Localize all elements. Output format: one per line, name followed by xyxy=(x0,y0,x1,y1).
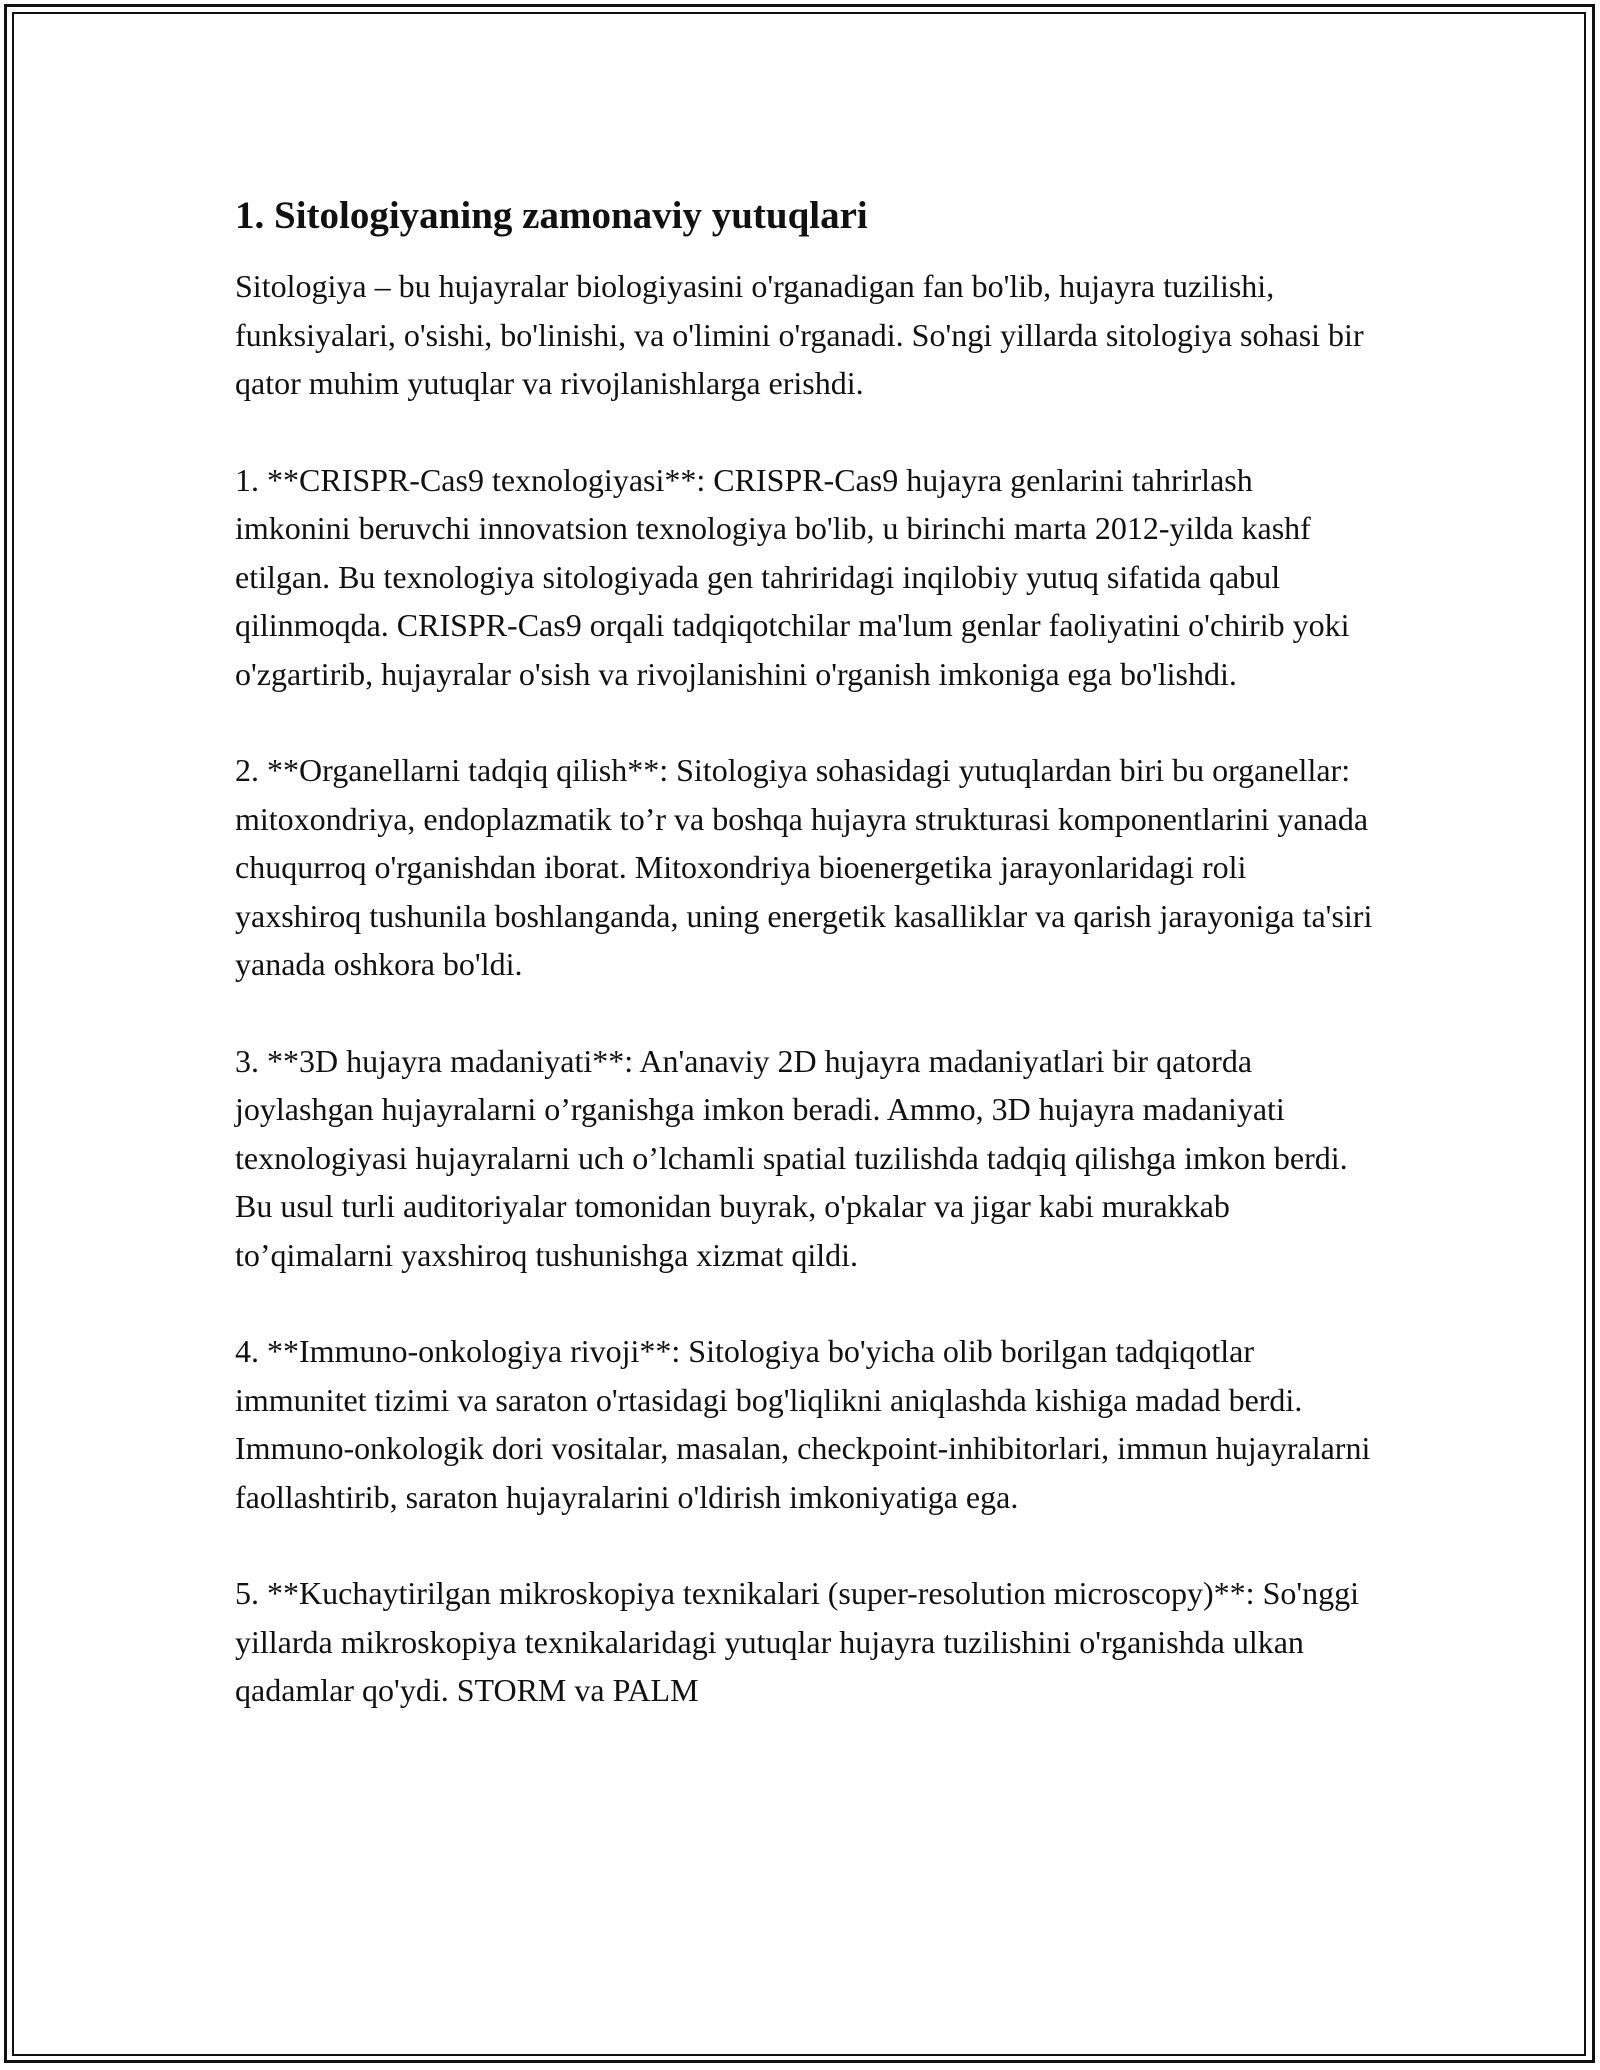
document-title: 1. Sitologiyaning zamonaviy yutuqlari xyxy=(235,194,868,237)
paragraph-crispr: 1. **CRISPR-Cas9 texnologiyasi**: CRISPR-Cas9 hujayra genlarini tahrirlash imkonini beruvchi innovatsion texnologiya bo'lib, u birinchi marta 2012-yilda kashf etilgan. Bu texnologiya sitologiyada gen tahriridagi inqilobiy yutuq sifatida qabul qilinmoqda. CRISPR-Cas9 orqali tadqiqotchilar ma'lum genlar faoliyatini o'chirib yoki o'zgartirib, hujayralar o'sish va rivojlanishini o'rganish imkoniga ega bo'lishdi. xyxy=(235,461,1350,692)
intro-paragraph: Sitologiya – bu hujayralar biologiyasini o'rganadigan fan bo'lib, hujayra tuzilishi, funksiyalari, o'sishi, bo'linishi, va o'limini o'rganadi. So'ngi yillarda sitologiya sohasi bir qator muhim yutuqlar va rivojlanishlarga erishdi. xyxy=(235,268,1364,401)
paragraph-3d-culture: 3. **3D hujayra madaniyati**: An'anaviy 2D hujayra madaniyatlari bir qatorda joylashgan hujayralarni o’rganishga imkon beradi. Ammo, 3D hujayra madaniyati texnologiyasi hujayralarni uch o’lchamli spatial tuzilishda tadqiq qilishga imkon berdi. Bu usul turli auditoriyalar tomonidan buyrak, o'pkalar va jigar kabi murakkab to’qimalarni yaxshiroq tushunishga xizmat qildi. xyxy=(235,1042,1348,1273)
paragraph-microscopy: 5. **Kuchaytirilgan mikroskopiya texnikalari (super-resolution microscopy)**: So'nggi yillarda mikroskopiya texnikalaridagi yutuqlar hujayra tuzilishini o'rganishda ulkan qadamlar qo'ydi. STORM va PALM xyxy=(235,1575,1360,1708)
paragraph-organelles: 2. **Organellarni tadqiq qilish**: Sitologiya sohasidagi yutuqlardan biri bu organellar: mitoxondriya, endoplazmatik to’r va boshqa hujayra strukturasi komponentlarini yanada chuqurroq o'rganishdan iborat. Mitoxondriya bioenergetika jarayonlaridagi roli yaxshiroq tushunila boshlanganda, uning energetik kasalliklar va qarish jarayoniga ta'siri yanada oshkora bo'ldi. xyxy=(235,752,1373,982)
paragraph-immuno-oncology: 4. **Immuno-onkologiya rivoji**: Sitologiya bo'yicha olib borilgan tadqiqotlar immunitet tizimi va saraton o'rtasidagi bog'liqlikni aniqlashda kishiga madad berdi. Immuno-onkologik dori vositalar, masalan, checkpoint-inhibitorlari, immun hujayralarni faollashtirib, saraton hujayralarini o'ldirish imkoniyatiga ega. xyxy=(235,1333,1371,1515)
document-page xyxy=(235,190,1375,1715)
